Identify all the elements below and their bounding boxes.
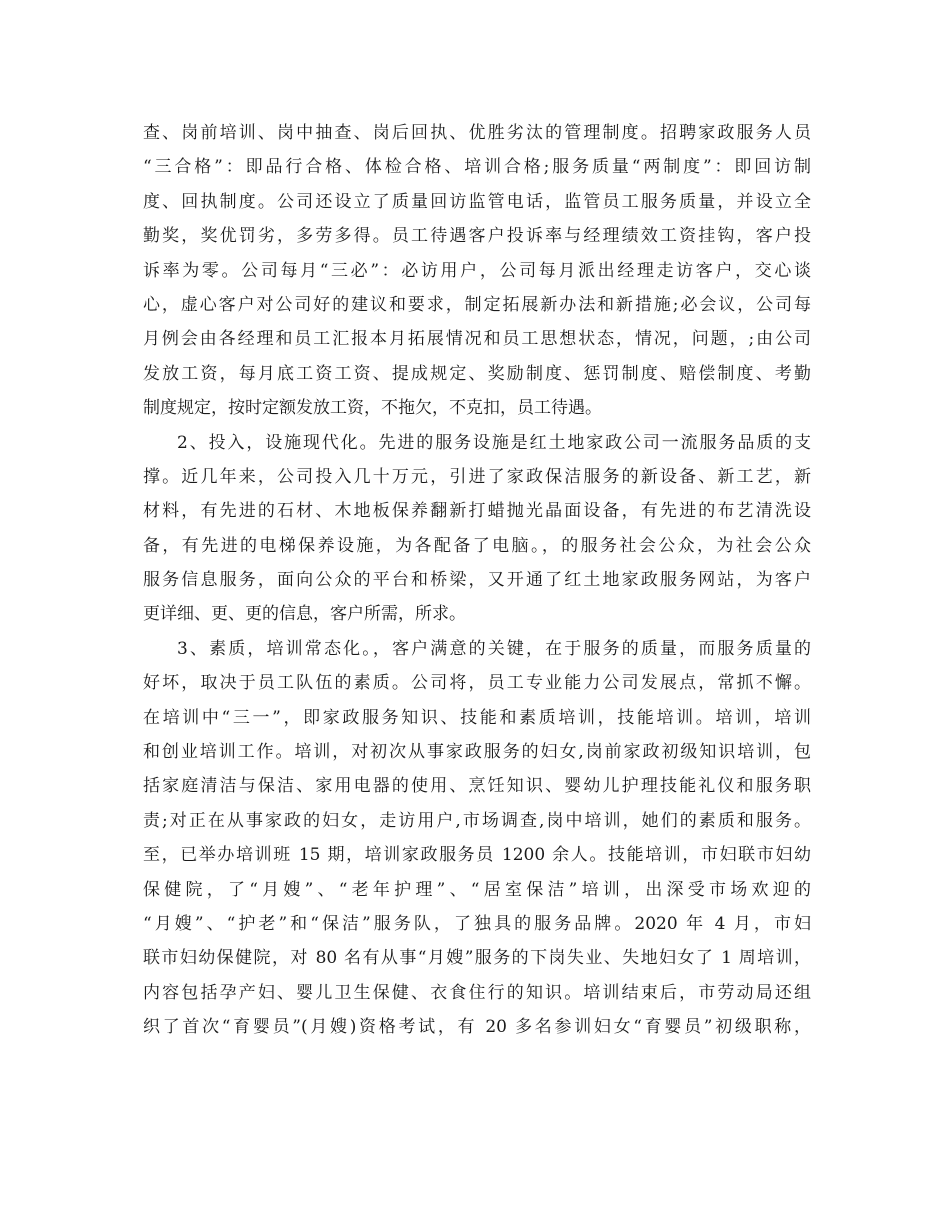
text-line: 3、素质，培训常态化。，客户满意的关键，在于服务的质量，而服务质量的 — [177, 638, 811, 659]
text-line: 月例会由各经理和员工汇报本月拓展情况和员工思想状态，情况，问题，;由公司 — [143, 329, 811, 350]
text-line: 内容包括孕产妇、婴儿卫生保健、衣食住行的知识。培训结束后，市劳动局还组 — [143, 982, 811, 1003]
text-line: 联市妇幼保健院，对 80 名有从事“月嫂”服务的下岗失业、失地妇女了 1 周培训， — [143, 948, 811, 969]
text-line: 查、岗前培训、岗中抽查、岗后回执、优胜劣汰的管理制度。招聘家政服务人员 — [143, 123, 811, 143]
text-line: “三合格”：即品行合格、体检合格、培训合格;服务质量“两制度”：即回访制 — [143, 157, 811, 178]
text-line: “月嫂”、“护老”和“保洁”服务队，了独具的服务品牌。2020 年 4 月，市妇 — [143, 913, 811, 934]
text-line: 发放工资，每月底工资工资、提成规定、奖励制度、惩罚制度、赔偿制度、考勤 — [143, 363, 811, 384]
text-line: 心，虚心客户对公司好的建议和要求，制定拓展新办法和新措施;必会议，公司每 — [143, 294, 811, 315]
text-line: 和创业培训工作。培训，对初次从事家政服务的妇女,岗前家政初级知识培训，包 — [143, 742, 811, 763]
text-line: 诉率为零。公司每月“三必”：必访用户，公司每月派出经理走访客户，交心谈 — [143, 260, 811, 281]
paragraph-1 — [143, 116, 811, 426]
text-line: 材料，有先进的石材、木地板保养翻新打蜡抛光晶面设备，有先进的布艺清洗设 — [143, 501, 811, 522]
text-line: 织了首次“育婴员”(月嫂)资格考试，有 20 多名参训妇女“育婴员”初级职称， — [143, 1017, 811, 1038]
text-line: 备，有先进的电梯保养设施，为各配备了电脑。，的服务社会公众，为社会公众 — [143, 535, 811, 556]
text-line: 撑。近几年来，公司投入几十万元，引进了家政保洁服务的新设备、新工艺，新 — [143, 466, 811, 487]
text-line: 保健院，了“月嫂”、“老年护理”、“居室保洁”培训，出深受市场欢迎的 — [143, 879, 811, 900]
text-line: 在培训中“三一”，即家政服务知识、技能和素质培训，技能培训。培训，培训 — [143, 707, 811, 728]
text-line: 好坏，取决于员工队伍的素质。公司将，员工专业能力公司发展点，常抓不懈。 — [143, 673, 811, 694]
text-line: 度、回执制度。公司还设立了质量回访监管电话，监管员工服务质量，并设立全 — [143, 191, 811, 212]
text-line: 至，已举办培训班 15 期，培训家政服务员 1200 余人。技能培训，市妇联市妇幼 — [143, 845, 811, 866]
paragraph-3 — [143, 632, 811, 1045]
text-line: 勤奖，奖优罚劣，多劳多得。员工待遇客户投诉率与经理绩效工资挂钩，客户投 — [143, 226, 811, 247]
text-line: 服务信息服务，面向公众的平台和桥梁，又开通了红土地家政服务网站，为客户 — [143, 570, 811, 591]
text-line: 制度规定，按时定额发放工资，不拖欠，不克扣，员工待遇。 — [143, 398, 602, 419]
text-line: 括家庭清洁与保洁、家用电器的使用、烹饪知识、婴幼儿护理技能礼仪和服务职 — [143, 776, 811, 797]
paragraph-2 — [143, 426, 811, 632]
text-line: 责;对正在从事家政的妇女，走访用户,市场调查,岗中培训，她们的素质和服务。 — [143, 810, 811, 831]
text-line: 2、投入，设施现代化。先进的服务设施是红土地家政公司一流服务品质的支 — [177, 432, 811, 453]
document-body — [143, 116, 811, 1045]
text-line: 更详细、更、更的信息，客户所需，所求。 — [143, 604, 466, 625]
